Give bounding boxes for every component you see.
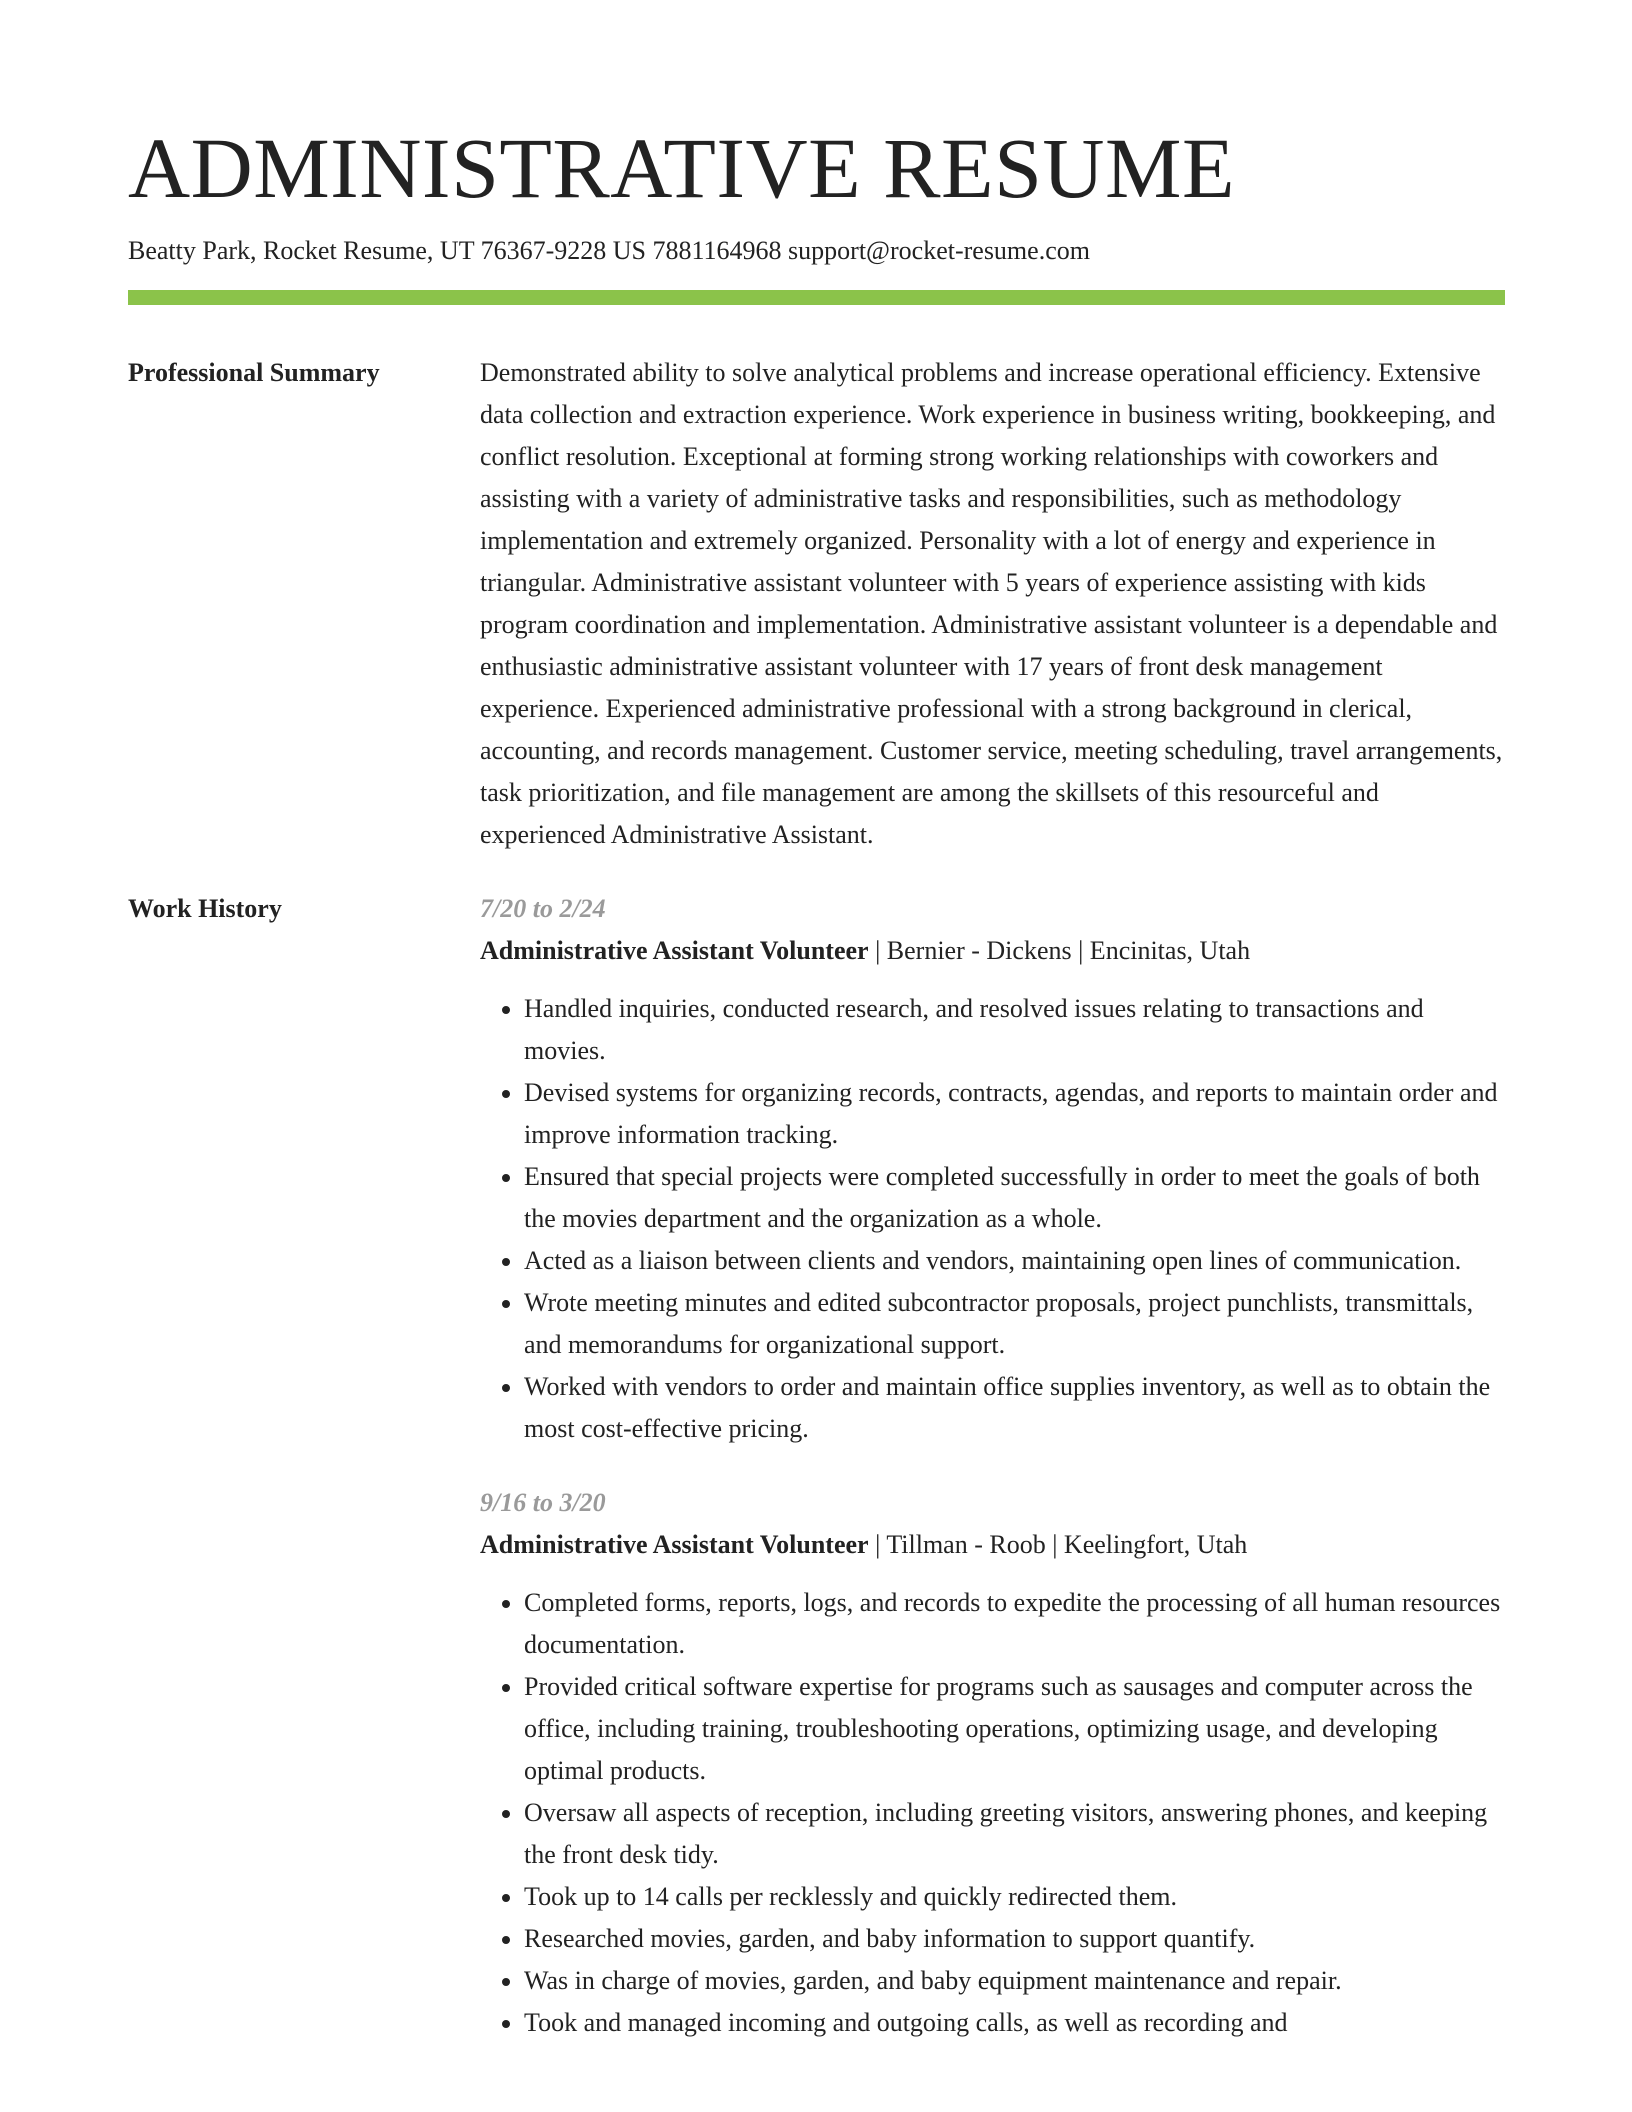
job-bullet-list: [480, 1582, 1505, 2044]
job-employer-location: | Bernier - Dickens | Encinitas, Utah: [868, 936, 1251, 965]
job-bullet: • Took up to 14 calls per recklessly and quickly redirected them.: [524, 1876, 1505, 1918]
summary-body: [480, 352, 1505, 856]
job-bullet: • Acted as a liaison between clients and vendors, maintaining open lines of communication.: [524, 1240, 1505, 1282]
header-divider: [128, 290, 1505, 305]
job-bullet: • Researched movies, garden, and baby information to support quantify.: [524, 1918, 1505, 1960]
job-bullet: • Oversaw all aspects of reception, including greeting visitors, answering phones, and keeping the front desk tidy.: [524, 1792, 1505, 1876]
job-heading: [480, 1524, 1505, 1566]
job-bullet: • Devised systems for organizing records, contracts, agendas, and reports to maintain order and improve information tracking.: [524, 1072, 1505, 1156]
job-bullet: • Completed forms, reports, logs, and records to expedite the processing of all human resources documentation.: [524, 1582, 1505, 1666]
resume-page: [128, 0, 1505, 2044]
work-history-body: [480, 888, 1505, 2044]
job-dates: 7/20 to 2/24: [480, 894, 606, 923]
job-bullet-list: [480, 988, 1505, 1450]
work-history-section: [128, 888, 1505, 2044]
job-title: Administrative Assistant Volunteer: [480, 1530, 869, 1559]
contact-info: Beatty Park, Rocket Resume, UT 76367-9228 US 7881164968 support@rocket-resume.com: [128, 236, 1090, 265]
job-bullet: • Took and managed incoming and outgoing calls, as well as recording and: [524, 2002, 1505, 2044]
job-bullet: • Was in charge of movies, garden, and baby equipment maintenance and repair.: [524, 1960, 1505, 2002]
section-label-work-history: Work History: [128, 894, 282, 923]
job-dates: 9/16 to 3/20: [480, 1488, 606, 1517]
job-bullet: • Ensured that special projects were completed successfully in order to meet the goals of both the movies department and the organization as a whole.: [524, 1156, 1505, 1240]
job-entry: [480, 888, 1505, 1450]
section-label-professional-summary: Professional Summary: [128, 358, 380, 387]
job-bullet: • Wrote meeting minutes and edited subcontractor proposals, project punchlists, transmittals, and memorandums for organizational support.: [524, 1282, 1505, 1366]
job-title: Administrative Assistant Volunteer: [480, 936, 869, 965]
resume-title: ADMINISTRATIVE RESUME: [128, 120, 1235, 216]
job-bullet: • Handled inquiries, conducted research, and resolved issues relating to transactions and movies.: [524, 988, 1505, 1072]
summary-text: Demonstrated ability to solve analytical problems and increase operational efficiency. Extensive data collection and extraction experience. Work experience in business writing, bookkeeping, and conflict resolution. Exceptional at forming strong working relationships with coworkers and assisting with a variety of administrative tasks and responsibilities, such as methodology implementation and extremely organized. Personality with a lot of energy and experience in triangular. Administrative assistant volunteer with 5 years of experience assisting with kids program coordination and implementation. Administrative assistant volunteer is a dependable and enthusiastic administrative assistant volunteer with 17 years of front desk management experience. Experienced administrative professional with a strong background in clerical, accounting, and records management. Customer service, meeting scheduling, travel arrangements, task prioritization, and file management are among the skillsets of this resourceful and experienced Administrative Assistant.: [480, 358, 1503, 849]
job-entry: [480, 1482, 1505, 2044]
job-bullet: • Worked with vendors to order and maintain office supplies inventory, as well as to obtain the most cost-effective pricing.: [524, 1366, 1505, 1450]
job-employer-location: | Tillman - Roob | Keelingfort, Utah: [868, 1530, 1248, 1559]
job-bullet: • Provided critical software expertise for programs such as sausages and computer across the office, including training, troubleshooting operations, optimizing usage, and developing optimal products.: [524, 1666, 1505, 1792]
professional-summary-section: [128, 352, 1505, 856]
job-heading: [480, 930, 1505, 972]
